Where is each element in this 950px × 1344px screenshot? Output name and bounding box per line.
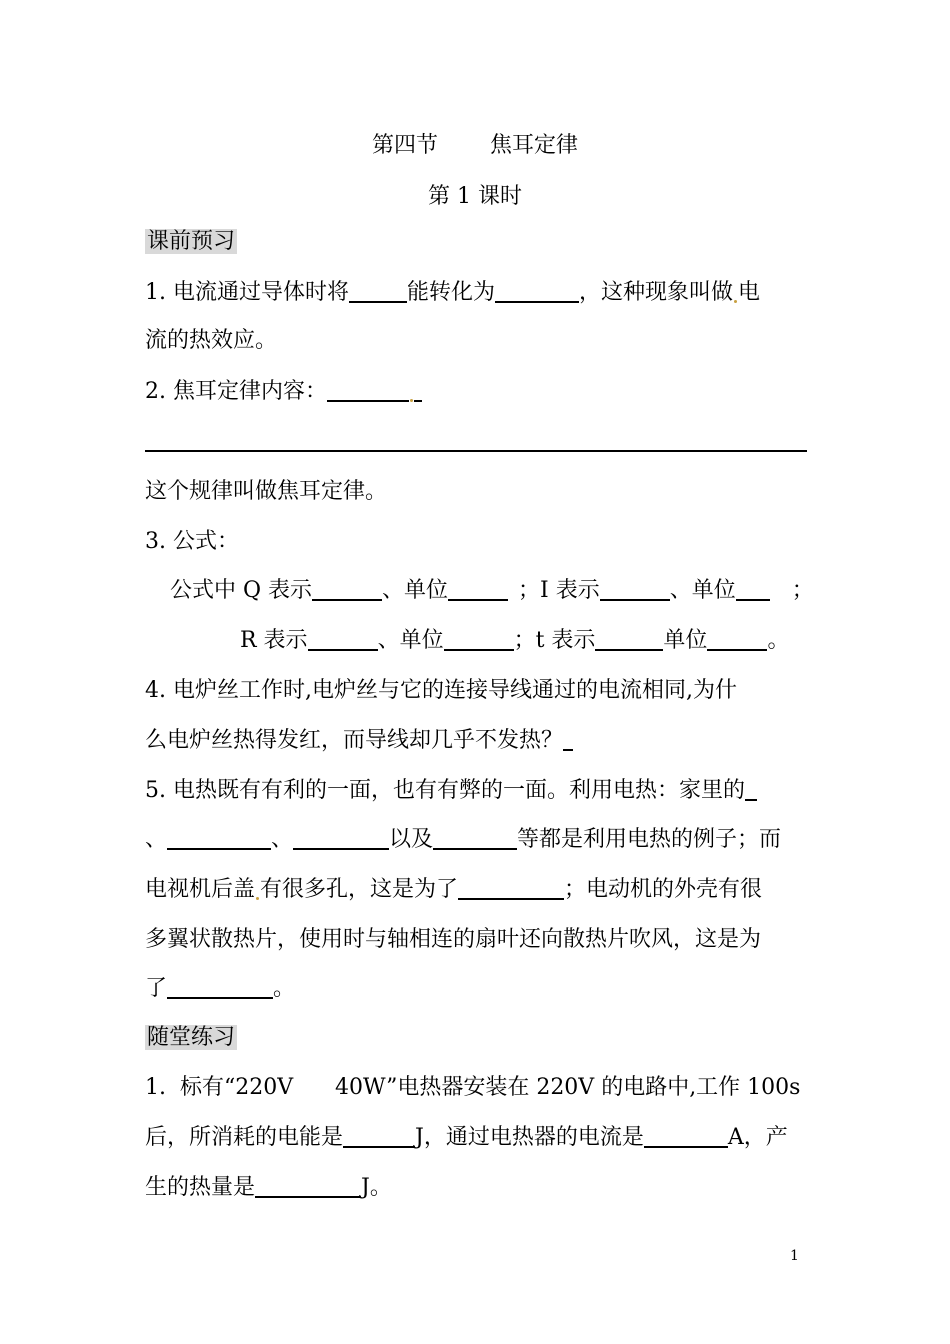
preview-heading: 课前预习: [147, 229, 236, 254]
preview-q5-line2: 、 、 以及 等都是利用电热的例子；而: [145, 827, 782, 852]
practice-heading: 随堂练习: [147, 1025, 236, 1050]
preview-q4-line2: 么电炉丝热得发红，而导线却几乎不发热？: [145, 727, 573, 755]
preview-q1-line2: 流的热效应。: [145, 328, 278, 353]
preview-q3-line2: R 表示 、单位 ；t 表示 单位 。: [240, 628, 790, 653]
blank[interactable]: [327, 378, 409, 402]
preview-q5-line3: 电视机后盖 有很多孔，这是为了 ；电动机的外壳有很: [145, 877, 763, 902]
answer-rule[interactable]: [145, 450, 807, 452]
preview-q3: 3. 公式：: [145, 529, 239, 554]
preview-q5-line4: 多翼状散热片，使用时与轴相连的扇叶还向散热片吹风，这是为: [145, 927, 762, 952]
page-number: 1: [790, 1248, 799, 1264]
blank[interactable]: [349, 279, 407, 303]
practice-p1: 1. 标有“220V 40W”电热器安装在 220V 的电路中,工作 100s: [145, 1075, 801, 1100]
preview-q1: 1. 电流通过导体时将 能转化为 ，这种现象叫做 电: [145, 280, 761, 305]
section-number: 第四节: [371, 133, 438, 158]
preview-q5: 5. 电热既有有利的一面，也有有弊的一面。利用电热：家里的: [145, 777, 757, 805]
preview-q4: 4. 电炉丝工作时,电炉丝与它的连接导线通过的电流相同,为什: [145, 678, 737, 703]
practice-p1-line2: 后，所消耗的电能是 J，通过电热器的电流是 A，产: [145, 1125, 788, 1150]
blank[interactable]: [495, 279, 579, 303]
section-topic: 焦耳定律: [490, 133, 579, 158]
preview-q3-line1: 公式中 Q 表示 、单位 ；I 表示 、单位 ；: [170, 578, 814, 603]
blank[interactable]: [414, 378, 422, 402]
preview-q2: 2. 焦耳定律内容：: [145, 378, 422, 406]
preview-q5-line5: 了 。: [145, 976, 296, 1001]
section-title: [0, 128, 950, 159]
lesson-title: 第 1 课时: [428, 184, 522, 209]
practice-p1-line3: 生的热量是 J。: [145, 1175, 392, 1200]
preview-q2-after: 这个规律叫做焦耳定律。: [145, 479, 388, 504]
